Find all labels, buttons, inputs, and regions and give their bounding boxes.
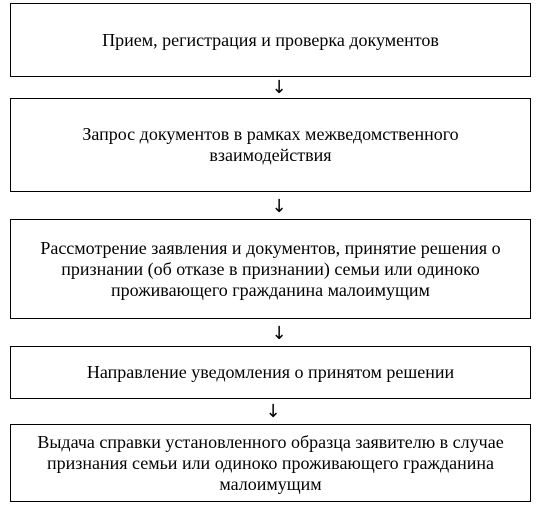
step-1-box bbox=[10, 3, 531, 77]
step-4-box bbox=[10, 346, 531, 399]
step-2-box bbox=[10, 98, 531, 192]
step-4-text: Направление уведомления о принятом решении bbox=[86, 362, 455, 382]
step-5-text: Выдача справки установленного образца заявителю в случае признания семьи или одиноко проживающего гражданина малоимущим bbox=[37, 431, 504, 494]
step-5-box bbox=[10, 424, 531, 502]
arrow-down-icon: ↓ bbox=[271, 323, 287, 344]
arrow-down-icon: ↓ bbox=[265, 401, 281, 422]
arrow-down-icon: ↓ bbox=[271, 196, 287, 217]
arrow-down-icon: ↓ bbox=[271, 77, 287, 98]
step-3-text: Рассмотрение заявления и документов, принятие решения о признании (об отказе в признании) семьи или одиноко проживающего гражданина малоимущим bbox=[40, 237, 501, 300]
step-2-text: Запрос документов в рамках межведомственного взаимодействия bbox=[82, 124, 459, 165]
step-1-text: Прием, регистрация и проверка документов bbox=[102, 29, 439, 50]
step-3-box bbox=[10, 219, 531, 319]
